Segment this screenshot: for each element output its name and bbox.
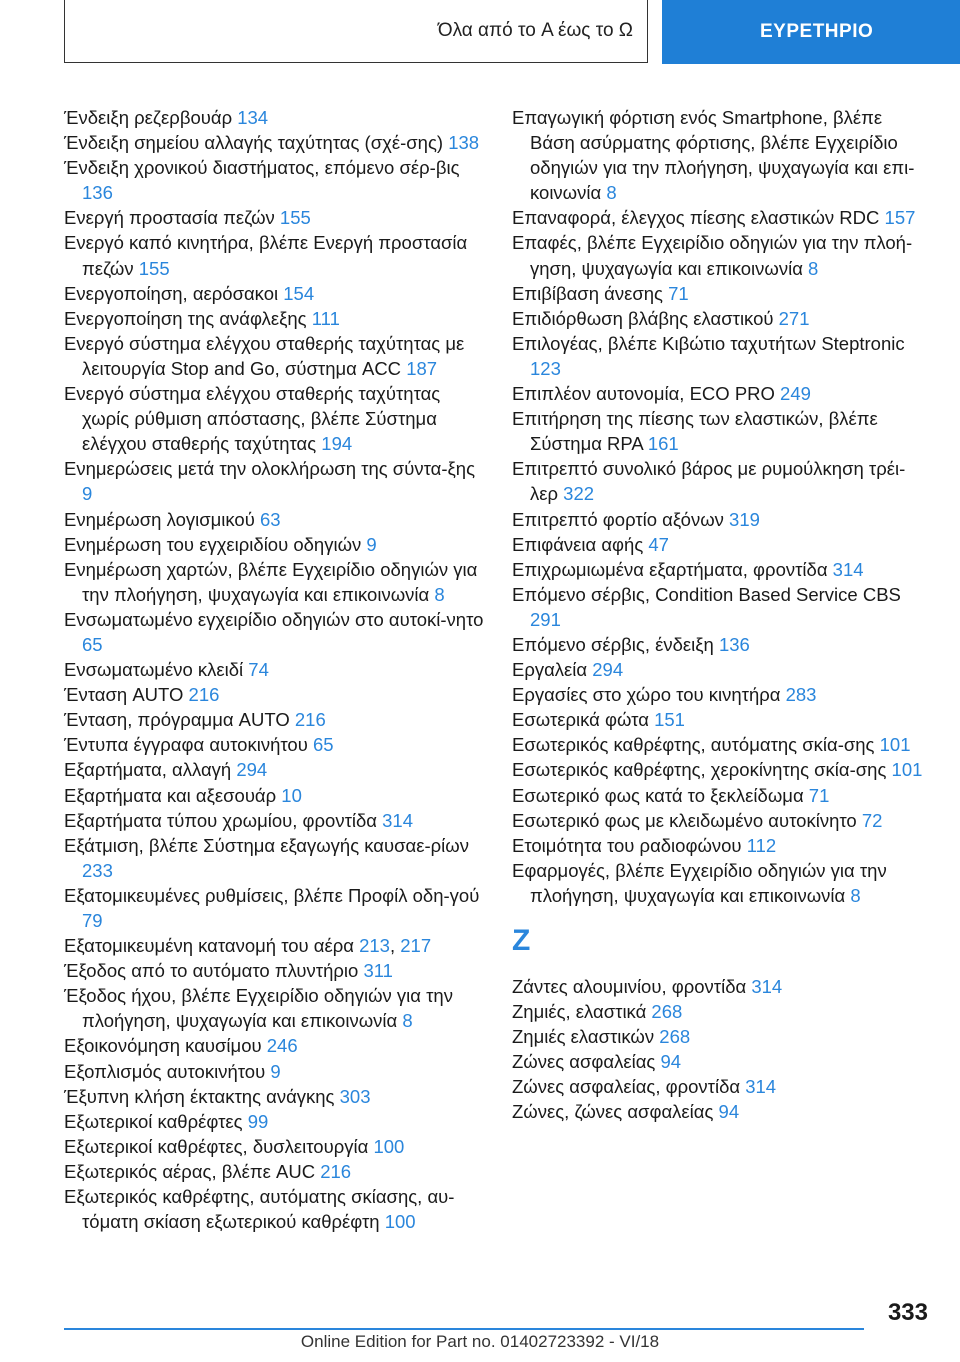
- page-link[interactable]: 322: [563, 483, 595, 505]
- index-entry: [512, 657, 932, 682]
- index-entry: [64, 1159, 484, 1184]
- page-link[interactable]: 216: [294, 709, 326, 731]
- index-entry: [64, 1059, 484, 1084]
- index-entry: [512, 999, 932, 1024]
- index-entry-text: Επιφάνεια αφής: [512, 533, 649, 555]
- index-entry: [64, 230, 484, 280]
- index-entry: [64, 657, 484, 682]
- index-entry-text: Επόμενο σέρβις, Condition Based Service CBS: [512, 583, 901, 605]
- index-entry-text: Επιτήρηση της πίεσης των ελαστικών, βλέπε Σύστημα RPA: [512, 408, 878, 455]
- page-link[interactable]: 246: [266, 1035, 298, 1057]
- page-link[interactable]: 63: [259, 508, 281, 530]
- index-entry-text: Εσωτερικό φως με κλειδωμένο αυτοκίνητο: [512, 809, 862, 831]
- page-link[interactable]: 123: [530, 357, 561, 379]
- index-entry-text: Έξοδος από το αυτόματο πλυντήριο: [64, 960, 364, 982]
- index-entry-text: Ενημέρωση λογισμικού: [64, 508, 260, 530]
- index-entry-text: Εργασίες στο χώρο του κινητήρα: [512, 684, 786, 706]
- page-number: 333: [887, 1299, 928, 1326]
- index-entry-text: Εξοικονόμηση καυσίμου: [64, 1035, 267, 1057]
- index-entry-text: Επιτρεπτό φορτίο αξόνων: [512, 508, 730, 530]
- index-entry: [64, 281, 484, 306]
- index-entry-text: Επιπλέον αυτονομία, ECO PRO: [512, 383, 781, 405]
- index-entry: [512, 1099, 932, 1124]
- page-link[interactable]: 311: [363, 960, 393, 982]
- index-entry-text: Ζώνες, ζώνες ασφαλείας: [512, 1101, 719, 1123]
- index-entry: [512, 974, 932, 999]
- tab-a-to-z-label: Όλα από το A έως το Ω: [437, 20, 633, 41]
- index-entry: [64, 1033, 484, 1058]
- page-link[interactable]: 134: [237, 107, 269, 128]
- index-entry-text: Επιχρωμιωμένα εξαρτήματα, φροντίδα: [512, 558, 833, 580]
- page-link[interactable]: 111: [311, 307, 340, 329]
- page-link[interactable]: 8: [850, 884, 861, 906]
- index-entry-text: Ενσωματωμένο εγχειρίδιο οδηγιών στο αυτοκί-νητο: [64, 608, 484, 630]
- index-entry-text: Ένταση, πρόγραμμα AUTO: [64, 709, 295, 731]
- index-entry: [64, 707, 484, 732]
- index-entry: [512, 682, 932, 707]
- page-link[interactable]: 94: [718, 1101, 740, 1123]
- index-entry-text: Εξαρτήματα τύπου χρωμίου, φροντίδα: [64, 809, 383, 831]
- index-entry: [64, 1134, 484, 1159]
- page-link[interactable]: 314: [382, 809, 414, 831]
- page-link[interactable]: 101: [879, 734, 911, 756]
- footer-edition: Online Edition for Part no. 01402723392 - VI/18: [300, 1332, 660, 1351]
- page-link[interactable]: 136: [718, 633, 750, 655]
- index-entry-text: Ενεργό σύστημα ελέγχου σταθερής ταχύτητας με λειτουργία Stop and Go, σύστημα ACC: [64, 332, 465, 379]
- page-link[interactable]: 233: [82, 859, 113, 881]
- index-entry: [64, 833, 484, 883]
- index-entry-text: Ενημερώσεις μετά την ολοκλήρωση της σύντα-ξης: [64, 458, 475, 480]
- page-link[interactable]: 155: [279, 207, 311, 229]
- index-entry-text: Ενεργό καπό κινητήρα, βλέπε Ενεργή προστασία πεζών: [64, 232, 468, 279]
- page-link[interactable]: 71: [668, 282, 689, 304]
- index-entry-text: Εξωτερικοί καθρέφτες, δυσλειτουργία: [64, 1135, 374, 1157]
- page-link[interactable]: 155: [138, 257, 170, 279]
- page-link[interactable]: 8: [606, 182, 617, 204]
- index-entry: [64, 1109, 484, 1134]
- index-entry-text: Εσωτερικό φως κατά το ξεκλείδωμα: [512, 784, 809, 806]
- index-entry: [64, 557, 484, 607]
- index-entry: [512, 406, 932, 456]
- index-entry: [64, 1184, 484, 1234]
- section-letter-z: Z: [512, 924, 531, 957]
- page-link[interactable]: 268: [651, 1001, 683, 1023]
- index-entry-text: Επιτρεπτό συνολικό βάρος με ρυμούλκηση τρέι-λερ: [512, 458, 906, 505]
- page-link[interactable]: 71: [808, 784, 830, 806]
- index-entry: [64, 883, 484, 933]
- tab-index-label: ΕΥΡΕΤΗΡΙΟ: [760, 21, 874, 42]
- tab-index[interactable]: [662, 0, 960, 64]
- page-link[interactable]: 303: [339, 1085, 371, 1107]
- page-link[interactable]: 216: [320, 1160, 352, 1182]
- index-entry-text: Επιδιόρθωση βλάβης ελαστικού: [512, 307, 779, 329]
- page-link[interactable]: 101: [891, 759, 923, 781]
- index-entry: [512, 1074, 932, 1099]
- index-entry: [512, 1024, 932, 1049]
- index-entry-text: Ενσωματωμένο κλειδί: [64, 659, 249, 681]
- index-entry-text: Εξατομικευμένες ρυθμίσεις, βλέπε Προφίλ οδη-γού: [64, 884, 480, 906]
- index-entry: [512, 833, 932, 858]
- index-entry: [512, 1049, 932, 1074]
- index-entry: [64, 306, 484, 331]
- index-entry: [64, 105, 484, 130]
- index-entry: [64, 808, 484, 833]
- page-link[interactable]: 10: [281, 784, 302, 806]
- index-entry: [512, 281, 932, 306]
- index-entry: [512, 331, 932, 381]
- footer-divider: [64, 1328, 864, 1330]
- index-column-right: [512, 105, 932, 1125]
- page-link[interactable]: 294: [592, 659, 624, 681]
- index-entry-text: Επαναφορά, έλεγχος πίεσης ελαστικών RDC: [512, 207, 885, 229]
- index-entry-text: Ένδειξη χρονικού διαστήματος, επόμενο σέρ-βις: [64, 157, 460, 179]
- index-entry-text: Εσωτερικός καθρέφτης, αυτόματης σκία-σης: [512, 734, 880, 756]
- index-entry-text: Ενεργό σύστημα ελέγχου σταθερής ταχύτητας χωρίς ρύθμιση απόστασης, βλέπε Σύστημα ελέγχου σταθερής ταχύτητας: [64, 383, 441, 455]
- index-entry-text: Επόμενο σέρβις, ένδειξη: [512, 633, 719, 655]
- index-entry: [64, 456, 484, 506]
- page-link[interactable]: 65: [312, 734, 334, 756]
- index-entry: [64, 331, 484, 381]
- index-entry: [512, 105, 932, 205]
- index-entry: [64, 381, 484, 456]
- index-entry-text: Ζάντες αλουμινίου, φροντίδα: [512, 976, 752, 997]
- page-link[interactable]: 314: [832, 558, 864, 580]
- index-entry: [64, 933, 484, 958]
- page-link[interactable]: 8: [808, 257, 819, 279]
- index-entry-text: Εξωτερικοί καθρέφτες: [64, 1110, 248, 1132]
- index-entry-text: Επιβίβαση άνεσης: [512, 282, 669, 304]
- index-entry-text: Εργαλεία: [512, 659, 593, 681]
- index-entry-text: Εξάτμιση, βλέπε Σύστημα εξαγωγής καυσαε-ρίων: [64, 834, 469, 856]
- page-header: [0, 0, 960, 66]
- index-entry-text: Εξωτερικός καθρέφτης, αυτόματης σκίασης, αυ-τόματη σκίαση εξωτερικού καθρέφτη: [64, 1186, 455, 1233]
- index-entry: [512, 456, 932, 506]
- page-link[interactable]: 283: [785, 684, 817, 706]
- index-entry: [64, 682, 484, 707]
- index-entry: [512, 632, 932, 657]
- page-separator: ,: [389, 935, 401, 957]
- index-entry-text: Ένδειξη ρεζερβουάρ: [64, 107, 238, 128]
- page-link[interactable]: 112: [746, 834, 777, 856]
- page-link[interactable]: 74: [248, 659, 269, 681]
- page-link[interactable]: 8: [402, 1010, 413, 1032]
- index-entry-text: Εξαρτήματα και αξεσουάρ: [64, 784, 282, 806]
- index-entry: [512, 757, 932, 782]
- index-entry: [512, 783, 932, 808]
- page-link[interactable]: 213: [359, 935, 390, 957]
- index-entry-text: Ενημέρωση του εγχειριδίου οδηγιών: [64, 533, 367, 555]
- index-entry-text: Ενεργοποίηση της ανάφλεξης: [64, 307, 312, 329]
- page-link[interactable]: 9: [366, 533, 377, 555]
- index-entry: [64, 607, 484, 657]
- page-link[interactable]: 161: [647, 433, 679, 455]
- page-link[interactable]: 94: [660, 1051, 682, 1073]
- index-entry: [512, 532, 932, 557]
- index-entry: [512, 732, 932, 757]
- index-entry-text: Ζημιές, ελαστικά: [512, 1001, 652, 1023]
- page-link[interactable]: 187: [406, 357, 438, 379]
- index-entry-text: Ένδειξη σημείου αλλαγής ταχύτητας (σχέ-σης): [64, 132, 449, 154]
- page-link[interactable]: 314: [751, 976, 783, 997]
- index-entry-text: Ενημέρωση χαρτών, βλέπε Εγχειρίδιο οδηγιών για την πλοήγηση, ψυχαγωγία και επικοινωνία: [64, 558, 478, 605]
- index-entry: [512, 507, 932, 532]
- index-entry-text: Ένταση AUTO: [64, 684, 189, 706]
- index-entry-text: Εξαρτήματα, αλλαγή: [64, 759, 237, 781]
- page-link[interactable]: 72: [861, 809, 883, 831]
- page-link[interactable]: 65: [82, 633, 103, 655]
- index-entry: [64, 1084, 484, 1109]
- index-entry-text: Επιλογέας, βλέπε Κιβώτιο ταχυτήτων Steptronic: [512, 332, 905, 354]
- index-entry-text: Εσωτερικός καθρέφτης, χερoκίνητης σκία-σης: [512, 759, 892, 781]
- index-entry-text: Έξυπνη κλήση έκτακτης ανάγκης: [64, 1085, 340, 1107]
- index-entry-text: Ζώνες ασφαλείας, φροντίδα: [512, 1076, 746, 1098]
- index-entry: [64, 958, 484, 983]
- index-entry: [512, 582, 932, 632]
- page-link[interactable]: 157: [884, 207, 916, 229]
- page-link[interactable]: 268: [659, 1026, 691, 1048]
- index-entry: [64, 757, 484, 782]
- page-link[interactable]: 8: [434, 583, 445, 605]
- index-entry: [512, 205, 932, 230]
- index-entry: [64, 732, 484, 757]
- page-link[interactable]: 47: [648, 533, 669, 555]
- index-entry: [64, 507, 484, 532]
- page-link[interactable]: 99: [247, 1110, 269, 1132]
- index-entry: [64, 532, 484, 557]
- page-link[interactable]: 294: [236, 759, 268, 781]
- index-entry-text: Επαγωγική φόρτιση ενός Smartphone, βλέπε Βάση ασύρματης φόρτισης, βλέπε Εγχειρίδιο οδηγιών για την πλοήγηση, ψυχαγωγία και επι-κοινωνία: [512, 107, 915, 204]
- index-entry-text: Ετοιμότητα του ραδιοφώνου: [512, 834, 747, 856]
- page-link[interactable]: 9: [82, 483, 93, 505]
- index-entry: [512, 858, 932, 908]
- index-entry: [64, 783, 484, 808]
- page-link[interactable]: 217: [400, 935, 432, 957]
- footer-text: [0, 1332, 960, 1352]
- page-link[interactable]: 154: [283, 282, 315, 304]
- page-link[interactable]: 79: [82, 910, 103, 931]
- page-link[interactable]: 100: [384, 1211, 416, 1233]
- page-link[interactable]: 100: [373, 1135, 405, 1157]
- page-link[interactable]: 216: [188, 684, 220, 706]
- index-entry-text: Έξοδος ήχου, βλέπε Εγχειρίδιο οδηγιών για την πλοήγηση, ψυχαγωγία και επικοινωνία: [64, 985, 453, 1032]
- index-entry-text: Εσωτερικά φώτα: [512, 709, 655, 731]
- index-entry-text: Εξωτερικός αέρας, βλέπε AUC: [64, 1160, 321, 1182]
- index-entry-text: Εφαρμογές, βλέπε Εγχειρίδιο οδηγιών για την πλοήγηση, ψυχαγωγία και επικοινωνία: [512, 859, 887, 906]
- index-entry: [512, 230, 932, 280]
- page-link[interactable]: 249: [780, 383, 811, 405]
- index-entry-text: Ενεργοποίηση, αερόσακοι: [64, 282, 284, 304]
- page-link[interactable]: 291: [530, 608, 561, 630]
- index-entry: [64, 155, 484, 205]
- index-entry-text: Εξοπλισμός αυτοκινήτου: [64, 1060, 271, 1082]
- page-link[interactable]: 271: [778, 307, 810, 329]
- index-column-left: [64, 105, 484, 1234]
- index-entry: [64, 130, 484, 155]
- index-entry-text: Εξατομικευμένη κατανομή του αέρα: [64, 935, 360, 957]
- page-link[interactable]: 194: [321, 433, 353, 455]
- page-link[interactable]: 9: [270, 1060, 281, 1082]
- index-entry: [512, 557, 932, 582]
- index-entry: [64, 205, 484, 230]
- page-link[interactable]: 319: [729, 508, 760, 530]
- index-entry: [512, 306, 932, 331]
- index-entry-text: Επαφές, βλέπε Εγχειρίδιο οδηγιών για την πλοή-γηση, ψυχαγωγία και επικοινωνία: [512, 232, 913, 279]
- index-entry: [512, 381, 932, 406]
- index-entry-text: Ζώνες ασφαλείας: [512, 1051, 661, 1073]
- index-entry: [64, 983, 484, 1033]
- page-link[interactable]: 138: [448, 132, 480, 154]
- index-entry: [512, 707, 932, 732]
- index-entry: [512, 808, 932, 833]
- tab-a-to-z[interactable]: [64, 0, 648, 63]
- index-entry-text: Ενεργή προστασία πεζών: [64, 207, 280, 229]
- index-entry-text: Ζημιές ελαστικών: [512, 1026, 660, 1048]
- page-link[interactable]: 314: [745, 1076, 777, 1098]
- page-link[interactable]: 151: [654, 709, 685, 731]
- page-link[interactable]: 136: [82, 182, 113, 204]
- index-entry-text: Έντυπα έγγραφα αυτοκινήτου: [64, 734, 313, 756]
